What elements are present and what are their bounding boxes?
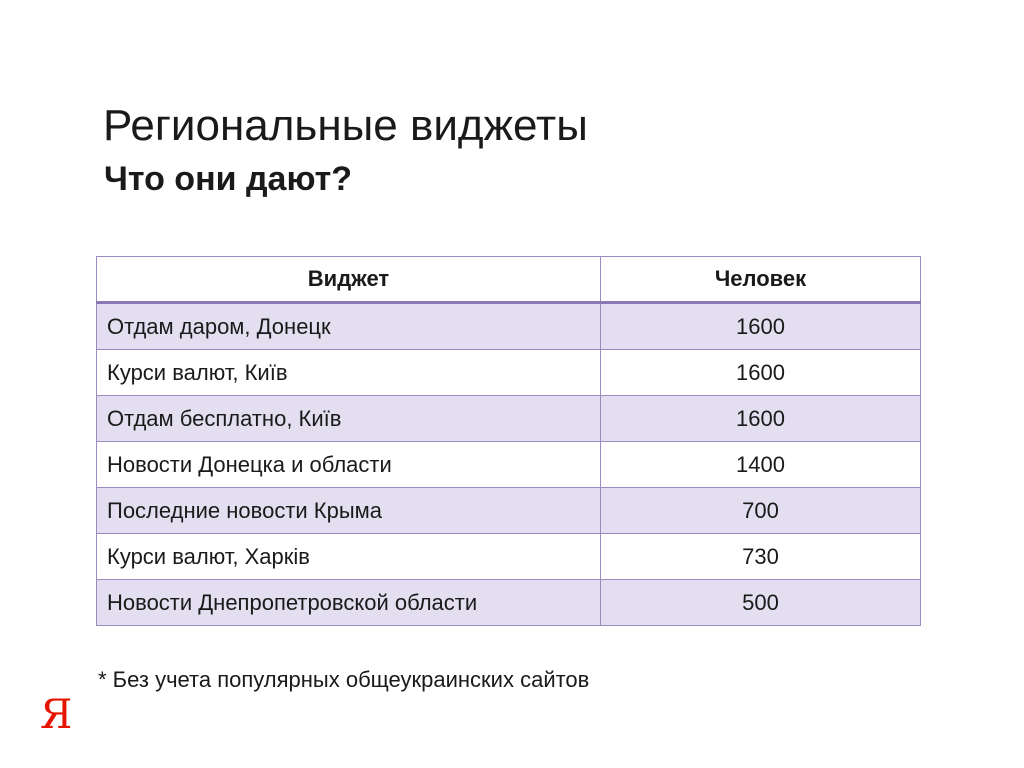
column-header-widget: Виджет xyxy=(97,257,601,303)
table-row xyxy=(97,350,921,396)
people-count-cell: 700 xyxy=(601,488,921,534)
table-row xyxy=(97,303,921,350)
widget-name-cell: Курси валют, Харків xyxy=(97,534,601,580)
table-row xyxy=(97,396,921,442)
people-count-cell: 730 xyxy=(601,534,921,580)
widget-name-cell: Курси валют, Київ xyxy=(97,350,601,396)
table-row xyxy=(97,488,921,534)
table-row xyxy=(97,580,921,626)
table-header-row xyxy=(97,257,921,303)
footnote: * Без учета популярных общеукраинских сайтов xyxy=(98,667,590,692)
widget-name-cell: Отдам бесплатно, Київ xyxy=(97,396,601,442)
widgets-table xyxy=(96,256,921,626)
widget-name-cell: Отдам даром, Донецк xyxy=(97,303,601,350)
table-row xyxy=(97,534,921,580)
column-header-people: Человек xyxy=(601,257,921,303)
people-count-cell: 1600 xyxy=(601,396,921,442)
widget-name-cell: Новости Донецка и области xyxy=(97,442,601,488)
slide-subtitle: Что они дают? xyxy=(104,160,353,198)
people-count-cell: 500 xyxy=(601,580,921,626)
slide-title: Региональные виджеты xyxy=(103,101,588,150)
yandex-logo: Я xyxy=(40,692,73,738)
widget-name-cell: Последние новости Крыма xyxy=(97,488,601,534)
table-row xyxy=(97,442,921,488)
people-count-cell: 1600 xyxy=(601,350,921,396)
people-count-cell: 1400 xyxy=(601,442,921,488)
widget-name-cell: Новости Днепропетровской области xyxy=(97,580,601,626)
people-count-cell: 1600 xyxy=(601,303,921,350)
